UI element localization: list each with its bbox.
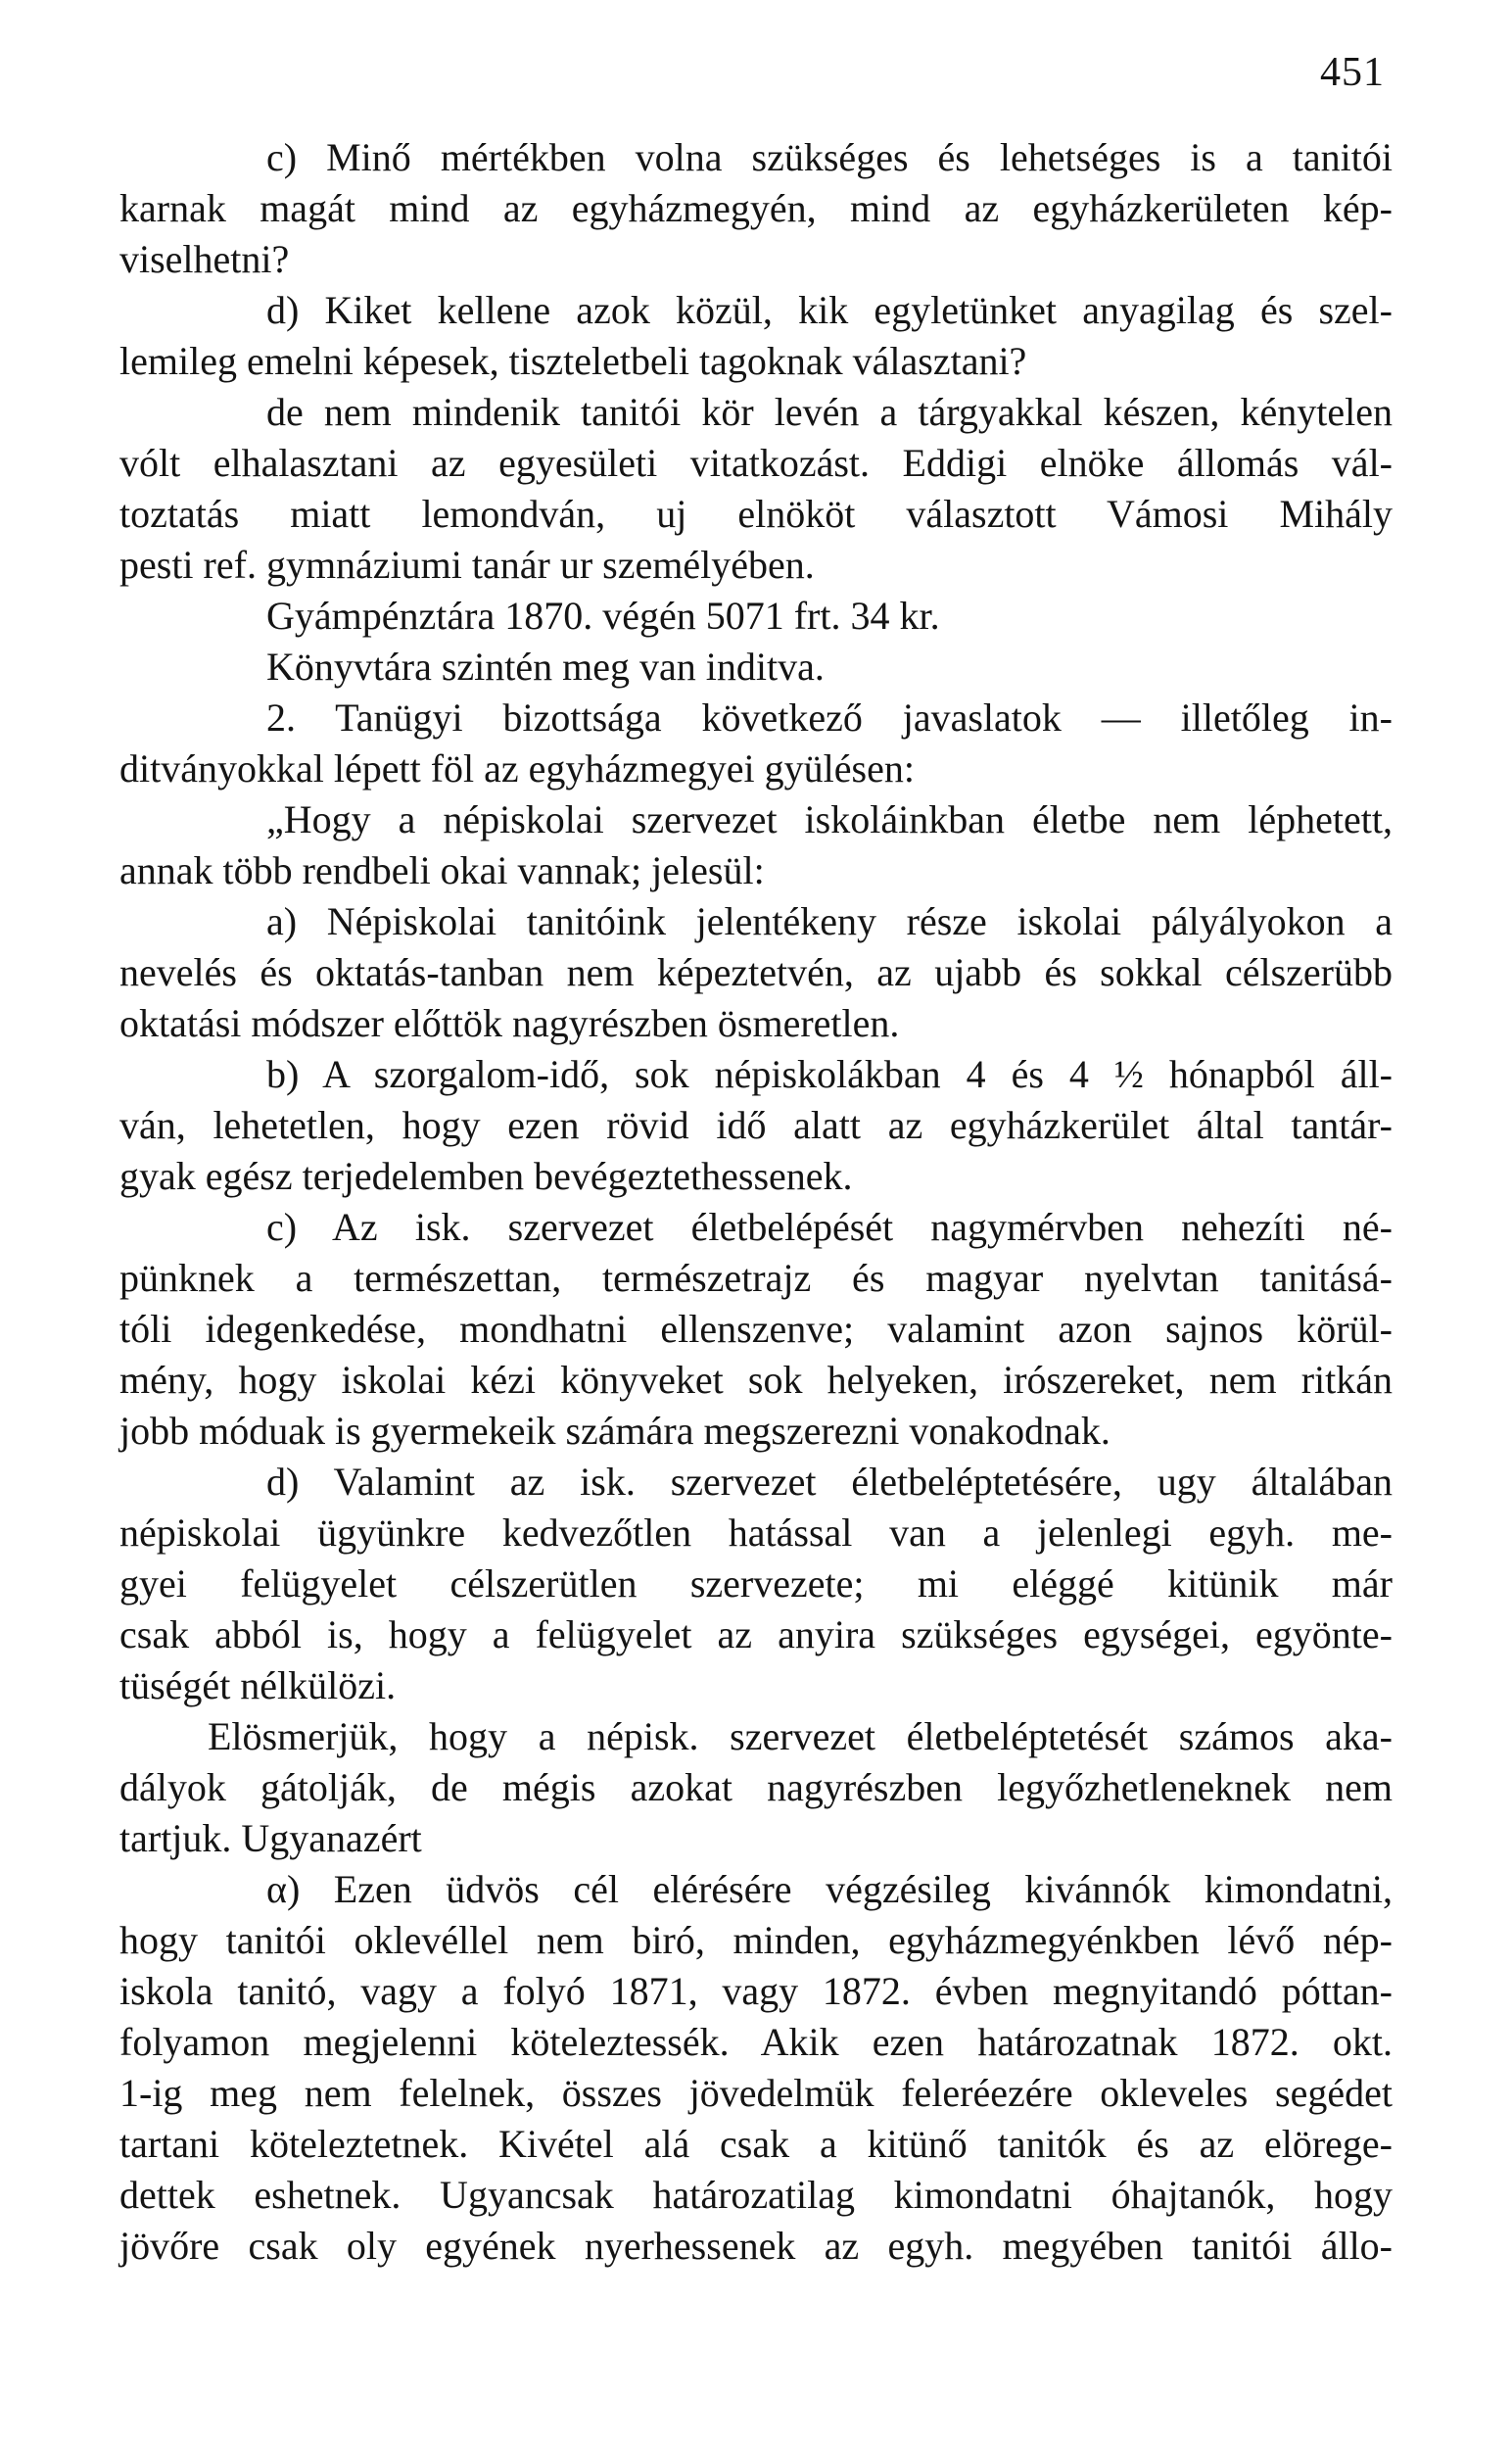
text-line: hogy tanitói oklevéllel nem biró, minden, egyházmegyénkben lévő nép- (119, 1918, 1393, 1962)
text-line: csak abból is, hogy a felügyelet az anyira szükséges egységei, egyönte- (119, 1612, 1393, 1656)
text-line: dettek eshetnek. Ugyancsak határozatilag kimondatni óhajtanók, hogy (119, 2173, 1393, 2217)
text-line: α) Ezen üdvös cél elérésére végzésileg kivánnók kimondatni, (266, 1867, 1393, 1911)
text-line: tüségét nélkülözi. (119, 1663, 397, 1707)
text-line: jobb móduak is gyermekeik számára megszerezni vonakodnak. (119, 1409, 1110, 1453)
text-line: Gyámpénztára 1870. végén 5071 frt. 34 kr. (266, 594, 940, 638)
text-line: 1-ig meg nem felelnek, összes jövedelmük feleréezére okleveles segédet (119, 2071, 1393, 2115)
text-line: d) Valamint az isk. szervezet életbeléptetésére, ugy általában (266, 1460, 1393, 1504)
body-text (119, 132, 1393, 2272)
text-line: tartjuk. Ugyanazért (119, 1816, 422, 1860)
text-line: lemileg emelni képesek, tiszteletbeli tagoknak választani? (119, 339, 1027, 383)
text-line: gyei felügyelet célszerütlen szervezete; mi eléggé kitünik már (119, 1561, 1393, 1606)
text-line: ditványokkal lépett föl az egyházmegyei gyülésen: (119, 746, 915, 791)
text-line: Elösmerjük, hogy a népisk. szervezet életbeléptetését számos aka- (208, 1714, 1393, 1758)
text-line: népiskolai ügyünkre kedvezőtlen hatással van a jelenlegi egyh. me- (119, 1511, 1393, 1555)
page-number: 451 (1320, 50, 1385, 95)
text-line: mény, hogy iskolai kézi könyveket sok helyeken, irószereket, nem ritkán (119, 1358, 1393, 1402)
text-line: karnak magát mind az egyházmegyén, mind az egyházkerületen kép- (119, 186, 1393, 230)
text-line: vólt elhalasztani az egyesületi vitatkozást. Eddigi elnöke állomás vál- (119, 441, 1393, 485)
text-line: c) Minő mértékben volna szükséges és lehetséges is a tanitói (266, 135, 1393, 179)
text-line: pesti ref. gymnáziumi tanár ur személyében. (119, 543, 815, 587)
text-line: de nem mindenik tanitói kör levén a tárgyakkal készen, kénytelen (266, 390, 1393, 434)
text-line: folyamon megjelenni köteleztessék. Akik ezen határozatnak 1872. okt. (119, 2020, 1393, 2064)
text-line: gyak egész terjedelemben bevégeztethessenek. (119, 1154, 853, 1198)
text-line: iskola tanitó, vagy a folyó 1871, vagy 1872. évben megnyitandó póttan- (119, 1969, 1393, 2013)
text-line: nevelés és oktatás-tanban nem képeztetvén, az ujabb és sokkal célszerübb (119, 950, 1393, 994)
text-line: a) Népiskolai tanitóink jelentékeny része iskolai pályályokon a (266, 899, 1393, 943)
text-line: ván, lehetetlen, hogy ezen rövid idő alatt az egyházkerület által tantár- (119, 1103, 1393, 1147)
text-line: d) Kiket kellene azok közül, kik egyletünket anyagilag és szel- (266, 288, 1393, 332)
text-line: 2. Tanügyi bizottsága következő javaslatok — illetőleg in- (266, 695, 1393, 740)
text-line: „Hogy a népiskolai szervezet iskoláinkban életbe nem léphetett, (266, 797, 1393, 841)
text-line: tóli idegenkedése, mondhatni ellenszenve; valamint azon sajnos körül- (119, 1307, 1393, 1351)
text-line: b) A szorgalom-idő, sok népiskolákban 4 és 4 ½ hónapból áll- (266, 1052, 1393, 1096)
text-line: jövőre csak oly egyének nyerhessenek az egyh. megyében tanitói állo- (119, 2224, 1393, 2268)
text-line: annak több rendbeli okai vannak; jelesül: (119, 848, 765, 892)
text-line: viselhetni? (119, 237, 290, 281)
text-line: oktatási módszer előttök nagyrészben ösmeretlen. (119, 1001, 900, 1045)
text-line: pünknek a természettan, természetrajz és magyar nyelvtan tanitásá- (119, 1256, 1393, 1300)
text-line: dályok gátolják, de mégis azokat nagyrészben legyőzhetleneknek nem (119, 1765, 1393, 1809)
text-line: tartani köteleztetnek. Kivétel alá csak a kitünő tanitók és az elörege- (119, 2122, 1393, 2166)
text-line: Könyvtára szintén meg van inditva. (266, 645, 825, 689)
text-line: c) Az isk. szervezet életbelépését nagymérvben nehezíti né- (266, 1205, 1393, 1249)
text-line: toztatás miatt lemondván, uj elnököt választott Vámosi Mihály (119, 492, 1393, 536)
